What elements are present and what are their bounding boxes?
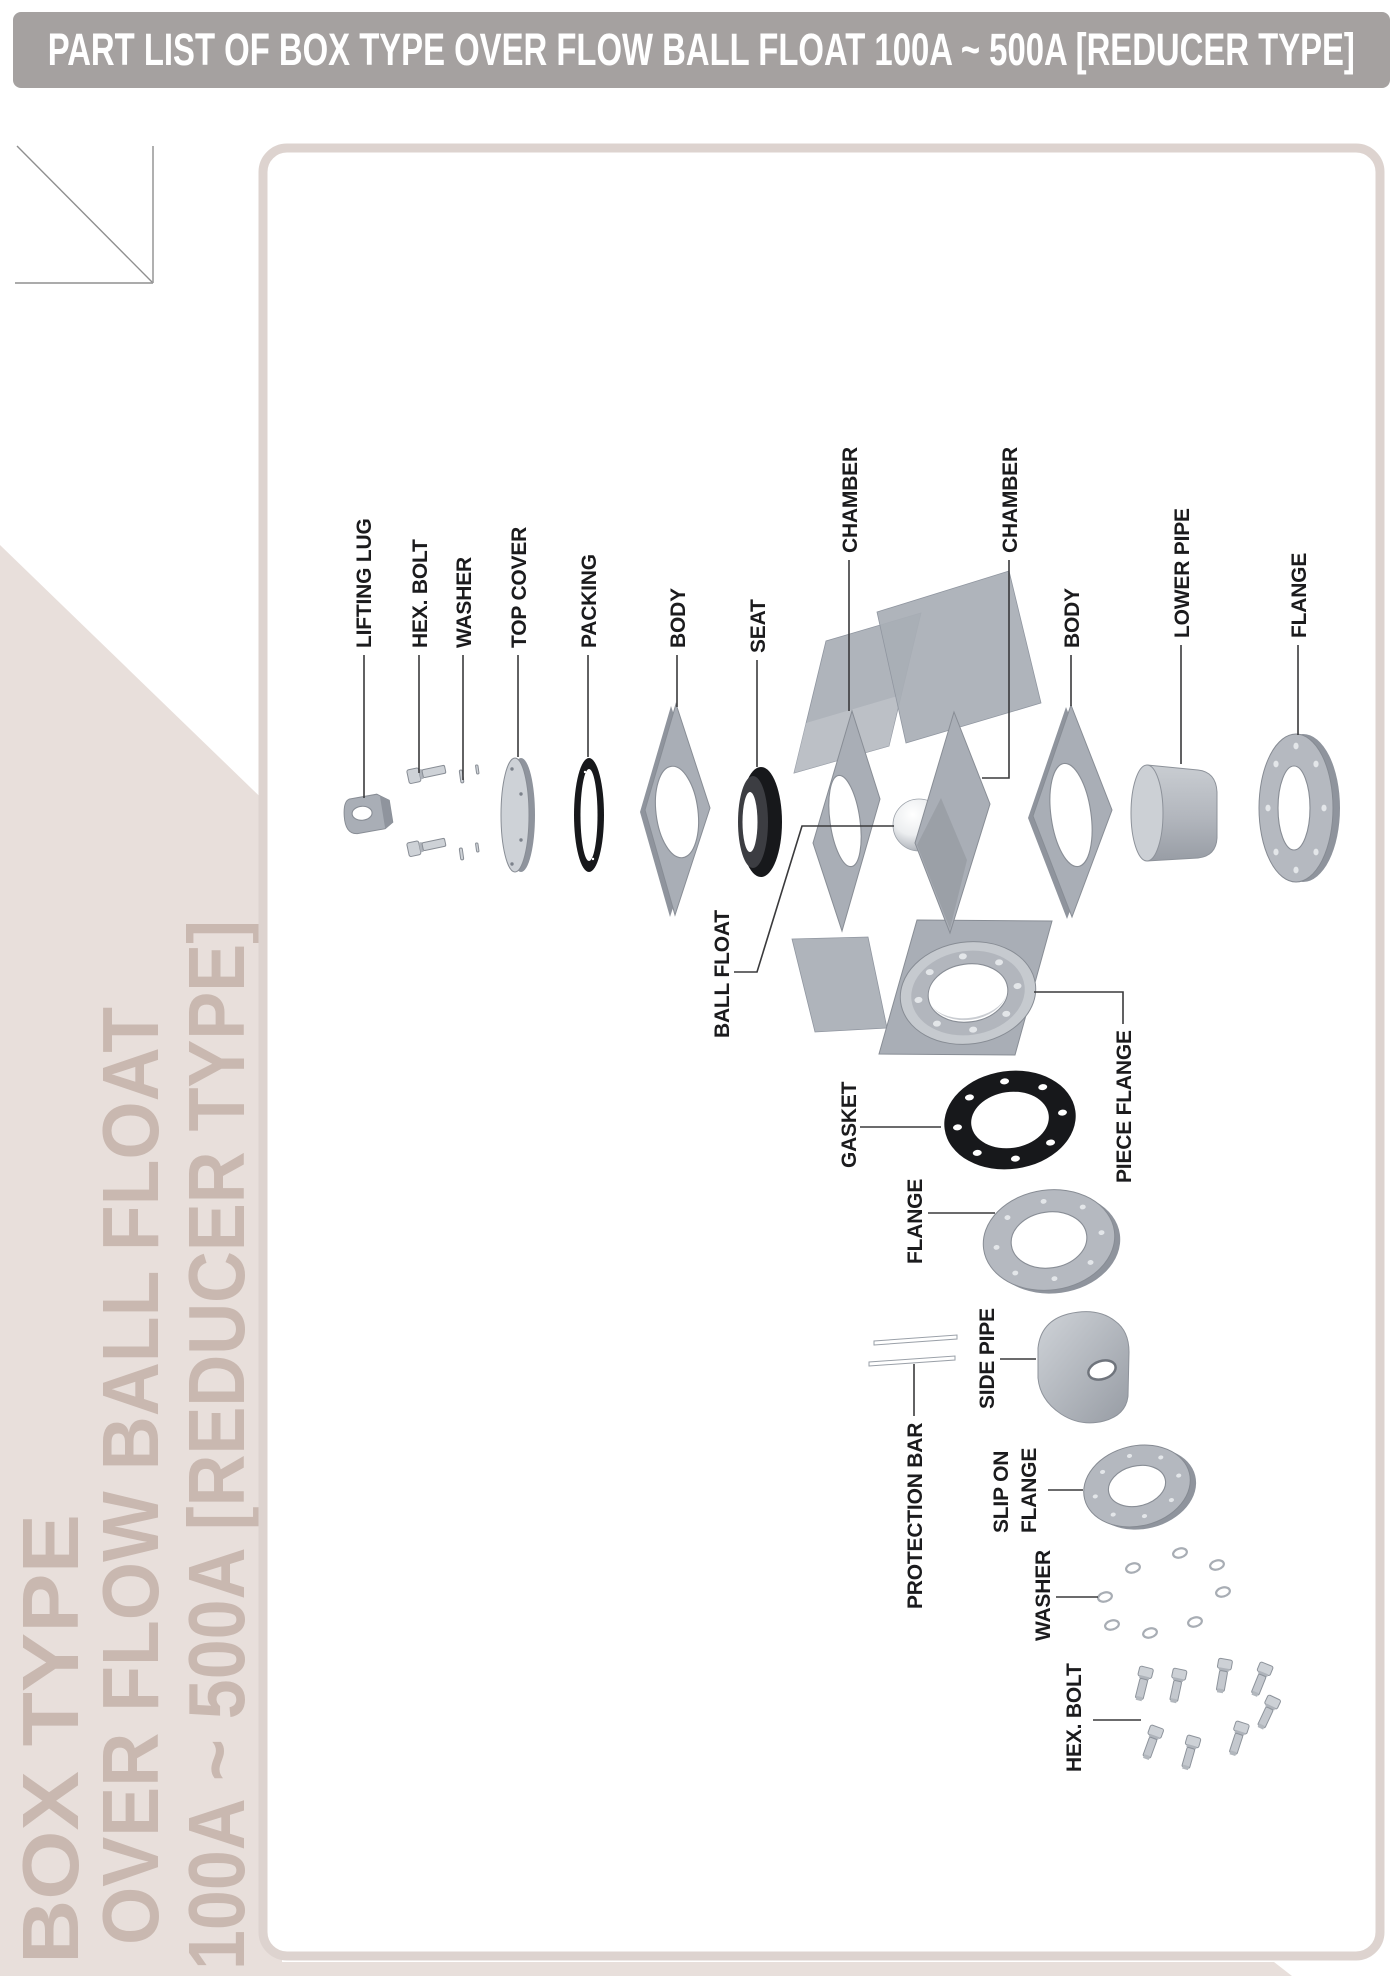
label-seat: SEAT	[747, 599, 770, 653]
label-lower-pipe: LOWER PIPE	[1171, 508, 1194, 638]
lifting-lug-part	[343, 793, 394, 834]
corner-triangle-icon	[15, 146, 153, 283]
label-chamber-left: CHAMBER	[839, 447, 862, 553]
label-chamber-right: CHAMBER	[999, 447, 1022, 553]
label-body-right: BODY	[1061, 588, 1084, 648]
side-banner-line1: BOX TYPE	[6, 1559, 95, 1964]
label-side-pipe: SIDE PIPE	[976, 1308, 999, 1409]
side-banner-line2: OVER FLOW BALL FLOAT	[86, 943, 175, 1945]
label-packing: PACKING	[578, 554, 601, 648]
label-hex-bolt-bottom: HEX. BOLT	[1063, 1663, 1086, 1772]
label-washer-bottom: WASHER	[1032, 1550, 1055, 1641]
label-flange-mid: FLANGE	[904, 1178, 927, 1264]
label-ball-float: BALL FLOAT	[711, 910, 734, 1038]
background-bottom-strip	[262, 1962, 1292, 1976]
flange-right-part	[1259, 734, 1340, 882]
top-cover-part	[501, 758, 535, 872]
lower-pipe-part	[1131, 765, 1217, 861]
label-lifting-lug: LIFTING LUG	[353, 518, 376, 648]
label-flange-right: FLANGE	[1288, 552, 1311, 638]
side-banner-line3: 100A ~ 500A [REDUCER TYPE]	[172, 800, 261, 1970]
label-gasket: GASKET	[838, 1081, 861, 1168]
content-panel	[263, 148, 1380, 1956]
label-piece-flange: PIECE FLANGE	[1113, 1030, 1136, 1183]
label-washer-top: WASHER	[453, 557, 476, 648]
packing-part	[574, 758, 604, 872]
label-hex-bolt-top: HEX. BOLT	[409, 539, 432, 648]
label-slip-on-flange-line1: SLIP ON	[990, 1450, 1013, 1533]
page-title: PART LIST OF BOX TYPE OVER FLOW BALL FLOAT 100A ~ 500A [REDUCER TYPE]	[47, 24, 1356, 75]
side-pipe-part	[1038, 1312, 1129, 1423]
label-top-cover: TOP COVER	[508, 526, 531, 648]
label-protection-bar: PROTECTION BAR	[904, 1422, 927, 1609]
label-body-left: BODY	[667, 588, 690, 648]
label-slip-on-flange-line2: FLANGE	[1018, 1447, 1041, 1533]
